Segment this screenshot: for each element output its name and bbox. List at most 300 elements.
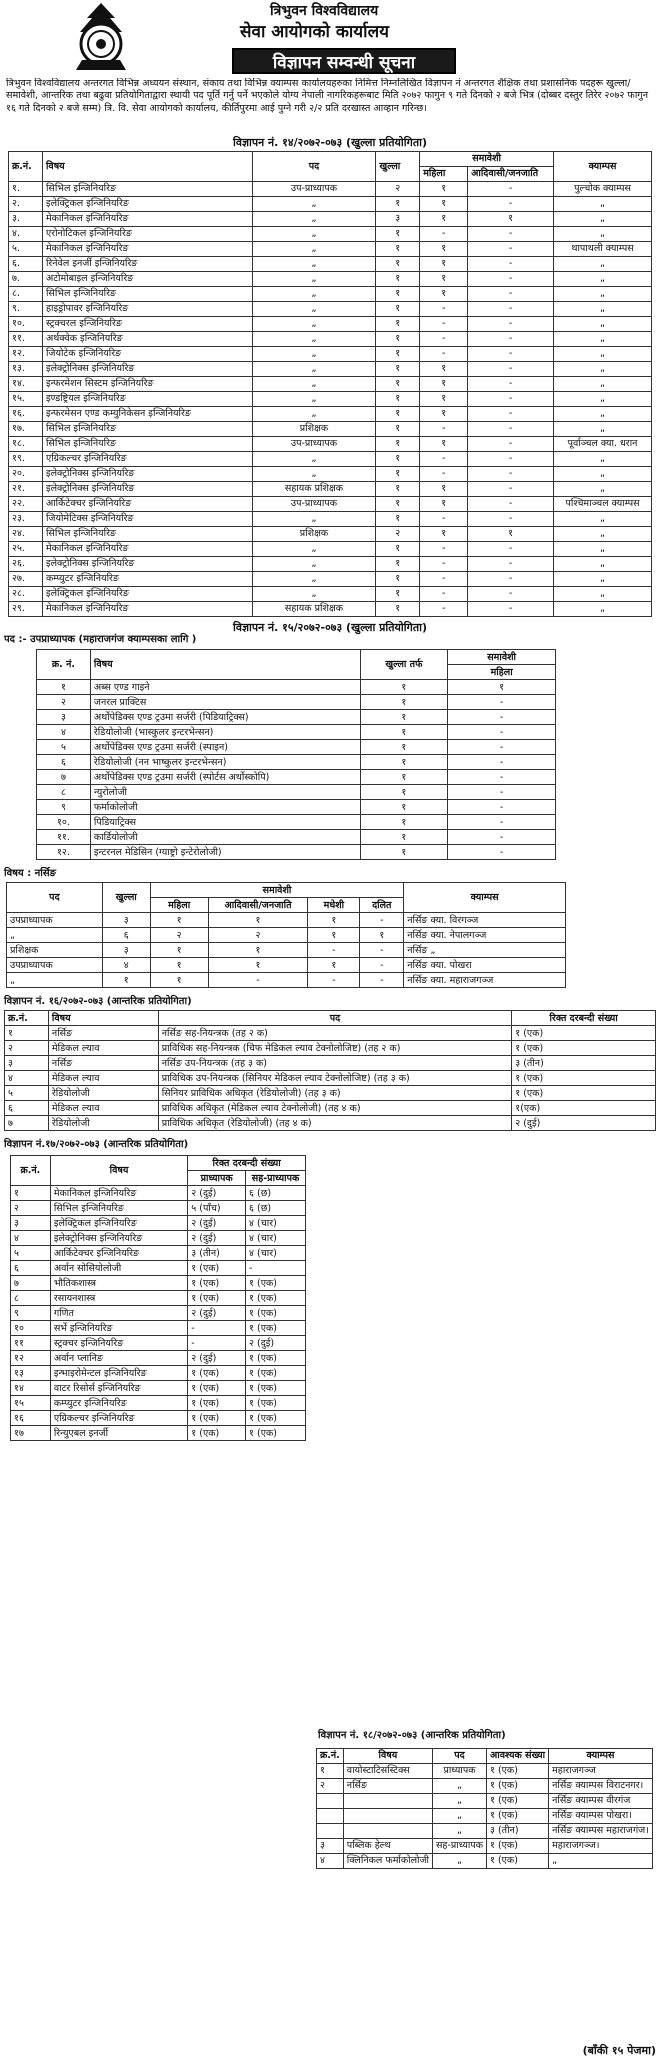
table-cell: -: [468, 182, 554, 197]
table-cell: „: [7, 973, 103, 988]
table-cell: -: [420, 332, 468, 347]
table-row: [9, 422, 652, 437]
table-cell: „: [554, 377, 652, 392]
col-post: पद: [433, 1749, 487, 1764]
ad16-title: विज्ञापन नं. १६/२०७२-०७३ (आन्तरिक प्रतियोगिता): [4, 996, 192, 1008]
table-cell: १७.: [9, 422, 43, 437]
table-cell: १ (एक): [188, 1276, 246, 1291]
table-row: [37, 800, 556, 815]
ad18-table: [316, 1748, 653, 1869]
table-cell: [343, 1824, 432, 1839]
table-cell: „: [252, 227, 376, 242]
table-cell: -: [448, 725, 556, 740]
table-row: [9, 182, 652, 197]
table-row: [37, 815, 556, 830]
table-cell: १ (एक): [246, 1381, 306, 1396]
table-row: [37, 770, 556, 785]
table-cell: कार्डियोलोजी: [90, 830, 360, 845]
table-row: [9, 242, 652, 257]
table-cell: प्रशिक्षक: [252, 527, 376, 542]
table-cell: पिडियाट्रिक्स: [90, 815, 360, 830]
table-cell: १: [376, 497, 420, 512]
table-cell: इन्फरमेसन एण्ड कम्युनिकेसन इन्जिनियरिङ: [42, 407, 252, 422]
table-cell: „: [554, 482, 652, 497]
table-cell: -: [468, 407, 554, 422]
continued-note: (बाँकी १५ पेजमा): [582, 2043, 656, 2057]
table-cell: नर्सिङ क्या. पोखरा: [404, 958, 566, 973]
table-cell: „: [554, 422, 652, 437]
ad15-table: [36, 649, 556, 860]
table-cell: सिभिल इन्जिनियरिङ: [42, 287, 252, 302]
table-row: [9, 227, 652, 242]
table-cell: ५: [37, 740, 91, 755]
table-row: [11, 1276, 306, 1291]
table-row: [317, 1854, 653, 1869]
table-cell: नर्सिङ: [48, 1026, 158, 1041]
table-cell: १: [376, 257, 420, 272]
table-cell: ३: [317, 1839, 344, 1854]
table-cell: १: [420, 257, 468, 272]
table-cell: -: [360, 943, 404, 958]
table-cell: हाइड्रोपावर इन्जिनियरिङ: [42, 302, 252, 317]
table-cell: १: [376, 587, 420, 602]
table-cell: १: [468, 212, 554, 227]
table-cell: „: [7, 928, 103, 943]
table-cell: सहायक प्रशिक्षक: [252, 602, 376, 617]
table-cell: ४ (चार): [246, 1231, 306, 1246]
table-cell: १२.: [9, 347, 43, 362]
table-cell: ८: [37, 785, 91, 800]
table-cell: १: [420, 242, 468, 257]
table-cell: पश्चिमाञ्चल क्याम्पस: [554, 497, 652, 512]
table-cell: „: [252, 452, 376, 467]
table-cell: २५.: [9, 542, 43, 557]
col-women: महिला: [150, 898, 208, 913]
table-cell: ३ (तीन): [512, 1056, 656, 1071]
table-cell: -: [420, 602, 468, 617]
table-cell: -: [420, 317, 468, 332]
table-cell: १: [208, 913, 308, 928]
table-row: [5, 1056, 656, 1071]
col-inclusive: समावेशी: [448, 650, 556, 665]
table-cell: -: [468, 467, 554, 482]
table-row: [9, 362, 652, 377]
table-cell: ६: [5, 1101, 49, 1116]
table-cell: „: [554, 542, 652, 557]
table-row: [11, 1261, 306, 1276]
table-cell: वायोस्टाटिसस्टिक्स: [343, 1764, 432, 1779]
col-subject: विषय: [343, 1749, 432, 1764]
table-cell: १: [376, 377, 420, 392]
table-row: [11, 1246, 306, 1261]
table-cell: „: [554, 512, 652, 527]
table-cell: १: [420, 482, 468, 497]
table-cell: -: [246, 1261, 306, 1276]
table-row: [9, 272, 652, 287]
table-cell: अर्थोपेडिक्स एण्ड ट्रउमा सर्जरी (स्पोर्टस अर्थोस्कोपि): [90, 770, 360, 785]
table-row: [5, 1026, 656, 1041]
table-cell: नर्सिङ क्याम्पस विराटनगर।: [549, 1779, 653, 1794]
table-cell: १ (एक): [188, 1426, 246, 1441]
table-cell: २: [376, 182, 420, 197]
table-cell: -: [360, 913, 404, 928]
table-cell: „: [554, 557, 652, 572]
table-cell: १ (एक): [512, 1086, 656, 1101]
col-sn: क्र.नं.: [11, 1156, 51, 1186]
table-cell: „: [554, 392, 652, 407]
table-row: [11, 1351, 306, 1366]
table-cell: ८.: [9, 287, 43, 302]
table-row: [11, 1201, 306, 1216]
table-cell: -: [420, 227, 468, 242]
table-cell: १ (एक): [487, 1764, 549, 1779]
table-cell: ३ (तीन): [188, 1246, 246, 1261]
table-cell: ६.: [9, 257, 43, 272]
table-row: [11, 1426, 306, 1441]
table-cell: ६: [102, 928, 150, 943]
table-cell: सिभिल इन्जिनियरिङ: [42, 527, 252, 542]
table-cell: नर्सिङ क्या. महाराजगञ्ज: [404, 973, 566, 988]
table-cell: -: [468, 452, 554, 467]
table-cell: प्रशिक्षक: [7, 943, 103, 958]
col-subject: विषय: [48, 1011, 158, 1026]
table-cell: „: [433, 1779, 487, 1794]
table-cell: १: [11, 1186, 51, 1201]
table-row: [317, 1779, 653, 1794]
table-cell: „: [554, 257, 652, 272]
table-cell: सिभिल इन्जिनियरिङ: [42, 437, 252, 452]
table-row: [5, 1116, 656, 1131]
col-post: पद: [7, 883, 103, 913]
table-cell: १०: [11, 1321, 51, 1336]
table-cell: नर्सिङ क्या. नेपालगञ्ज: [404, 928, 566, 943]
table-cell: १: [5, 1026, 49, 1041]
table-row: [9, 437, 652, 452]
table-cell: १: [376, 572, 420, 587]
table-cell: नर्सिङ उप-नियन्त्रक (तह ३ क): [158, 1056, 512, 1071]
table-row: [37, 725, 556, 740]
table-cell: जनरल प्राक्टिस: [90, 695, 360, 710]
table-cell: १ (एक): [188, 1366, 246, 1381]
table-cell: २: [11, 1201, 51, 1216]
table-cell: पूर्वाञ्चल क्या. धरान: [554, 437, 652, 452]
table-cell: [317, 1824, 344, 1839]
table-cell: १ (एक): [188, 1396, 246, 1411]
table-cell: एग्रिकल्चर इन्जिनियरिङ: [50, 1411, 187, 1426]
table-cell: १: [376, 467, 420, 482]
table-cell: इलेक्ट्रोनिक्स इन्जिनियरिङ: [42, 467, 252, 482]
table-cell: एग्रिकल्चर इन्जिनियरिङ: [42, 452, 252, 467]
table-cell: १: [360, 815, 448, 830]
table-cell: ७: [11, 1276, 51, 1291]
table-cell: „: [252, 332, 376, 347]
col-required: आवश्यक संख्या: [487, 1749, 549, 1764]
table-cell: -: [448, 770, 556, 785]
table-cell: नर्सिङ क्याम्पस पोखरा।: [549, 1809, 653, 1824]
table-cell: इन्भाइरोमेन्टल इन्जिनियरिङ: [50, 1366, 187, 1381]
table-cell: उप-प्राध्यापक: [252, 182, 376, 197]
table-cell: „: [252, 512, 376, 527]
table-cell: २२.: [9, 497, 43, 512]
table-cell: २९.: [9, 602, 43, 617]
col-professor: प्राध्यापक: [188, 1171, 246, 1186]
table-cell: १: [360, 785, 448, 800]
table-cell: -: [360, 973, 404, 988]
table-cell: ५: [5, 1086, 49, 1101]
table-cell: सहायक प्रशिक्षक: [252, 482, 376, 497]
table-cell: १: [420, 527, 468, 542]
table-cell: उप-प्राध्यापक: [252, 497, 376, 512]
table-row: [9, 497, 652, 512]
table-cell: मेकानिकल इन्जिनियरिङ: [42, 212, 252, 227]
table-cell: १ (एक): [246, 1366, 306, 1381]
ad18-title: विज्ञापन नं. १८/२०७२-०७३ (आन्तरिक प्रतियोगिता): [318, 1730, 506, 1741]
table-cell: सर्भे इन्जिनियरिङ: [50, 1321, 187, 1336]
col-women: महिला: [448, 665, 556, 680]
table-cell: १: [360, 695, 448, 710]
table-row: [7, 928, 566, 943]
col-sn: क्र.नं.: [317, 1749, 344, 1764]
table-cell: १: [376, 602, 420, 617]
table-cell: नर्सिङ: [48, 1056, 158, 1071]
col-janajati: आदिवासी/जनजाति: [208, 898, 308, 913]
table-cell: १: [376, 407, 420, 422]
table-cell: १: [208, 958, 308, 973]
table-cell: [343, 1809, 432, 1824]
table-cell: ४ (चार): [246, 1216, 306, 1231]
table-cell: „: [554, 287, 652, 302]
table-cell: -: [468, 377, 554, 392]
table-row: [37, 695, 556, 710]
table-cell: -: [468, 257, 554, 272]
table-cell: १९.: [9, 452, 43, 467]
table-cell: स्ट्रक्चरल इन्जिनियरिङ: [42, 317, 252, 332]
table-cell: १: [376, 287, 420, 302]
table-cell: ५.: [9, 242, 43, 257]
table-cell: २: [37, 695, 91, 710]
table-cell: २८.: [9, 587, 43, 602]
table-cell: „: [549, 1854, 653, 1869]
table-cell: २: [376, 527, 420, 542]
table-cell: १: [376, 452, 420, 467]
table-cell: १: [317, 1764, 344, 1779]
table-cell: प्राध्यापक: [433, 1764, 487, 1779]
table-cell: १: [376, 317, 420, 332]
table-cell: १ (एक): [487, 1809, 549, 1824]
col-inclusive: समावेशी: [150, 883, 404, 898]
table-cell: ३: [5, 1056, 49, 1071]
table-cell: ४: [317, 1854, 344, 1869]
table-row: [317, 1824, 653, 1839]
table-cell: १: [420, 377, 468, 392]
table-cell: ७.: [9, 272, 43, 287]
table-cell: उप-प्राध्यापक: [252, 437, 376, 452]
table-cell: „: [252, 362, 376, 377]
table-cell: „: [252, 212, 376, 227]
table-cell: ४: [37, 725, 91, 740]
table-cell: आर्किटेक्चर इन्जिनियरिङ: [42, 497, 252, 512]
table-row: [5, 1086, 656, 1101]
office-name: सेवा आयोगको कार्यालय: [240, 22, 389, 42]
col-subject: विषय: [50, 1156, 187, 1186]
table-cell: १: [420, 287, 468, 302]
nursing-label: विषय : नर्सिङ: [4, 868, 56, 880]
table-row: [11, 1306, 306, 1321]
table-cell: अर्थक्वेक इन्जिनियरिङ: [42, 332, 252, 347]
table-row: [11, 1396, 306, 1411]
table-cell: -: [468, 497, 554, 512]
table-cell: ६: [37, 755, 91, 770]
table-cell: १ (एक): [246, 1411, 306, 1426]
table-cell: उपप्राध्यापक: [7, 958, 103, 973]
table-cell: „: [252, 242, 376, 257]
table-cell: १: [376, 227, 420, 242]
col-vacancy: रिक्त दरबन्दी संख्या: [188, 1156, 306, 1171]
table-cell: „: [252, 257, 376, 272]
table-cell: „: [554, 467, 652, 482]
table-cell: -: [468, 302, 554, 317]
table-cell: रसायनशास्त्र: [50, 1291, 187, 1306]
col-madhesi: मधेशी: [308, 898, 360, 913]
table-cell: प्राविधिक सह-नियन्त्रक (चिफ मेडिकल ल्याव टेक्नोलोजिष्ट) (तह २ क): [158, 1041, 512, 1056]
table-cell: मेकानिकल इन्जिनियरिङ: [42, 242, 252, 257]
table-cell: २६.: [9, 557, 43, 572]
table-row: [9, 347, 652, 362]
table-cell: ४: [5, 1071, 49, 1086]
table-cell: ३: [11, 1216, 51, 1231]
table-cell: १: [376, 437, 420, 452]
table-cell: १: [376, 197, 420, 212]
col-open: खुल्ला: [102, 883, 150, 913]
table-row: [5, 1101, 656, 1116]
table-cell: १: [376, 512, 420, 527]
table-cell: ३.: [9, 212, 43, 227]
table-cell: „: [554, 347, 652, 362]
table-cell: ६ (छ): [246, 1186, 306, 1201]
table-cell: १४.: [9, 377, 43, 392]
table-cell: -: [420, 347, 468, 362]
table-cell: ८: [11, 1291, 51, 1306]
table-row: [9, 512, 652, 527]
table-cell: १ (एक): [188, 1261, 246, 1276]
table-cell: अर्थोपेडिक्स एण्ड ट्रउमा सर्जरी (स्पाइन): [90, 740, 360, 755]
table-cell: -: [308, 973, 360, 988]
table-cell: रेडियोलोजी: [48, 1116, 158, 1131]
table-cell: १ (एक): [487, 1794, 549, 1809]
table-row: [7, 943, 566, 958]
table-cell: १.: [9, 182, 43, 197]
table-cell: रिनेवेल इनर्जी इन्जिनियरिङ: [42, 257, 252, 272]
table-cell: १: [208, 943, 308, 958]
table-cell: -: [420, 467, 468, 482]
table-row: [11, 1216, 306, 1231]
table-row: [37, 830, 556, 845]
table-cell: ३: [102, 913, 150, 928]
university-name: त्रिभुवन विश्वविद्यालय: [270, 3, 379, 19]
table-cell: इण्डष्ट्रियल इन्जिनियरिङ: [42, 392, 252, 407]
col-sn: क्र. नं.: [37, 650, 91, 680]
table-cell: १: [308, 928, 360, 943]
table-cell: मेकानिकल इन्जिनियरिङ: [50, 1186, 187, 1201]
table-row: [9, 467, 652, 482]
table-cell: १: [360, 740, 448, 755]
col-campus: क्याम्पस: [404, 883, 566, 913]
table-cell: २: [5, 1041, 49, 1056]
table-cell: अटोमोबाइल इन्जिनियरिङ: [42, 272, 252, 287]
table-cell: २ (दुई): [246, 1336, 306, 1351]
table-cell: ९: [37, 800, 91, 815]
table-cell: १: [420, 497, 468, 512]
table-cell: -: [420, 542, 468, 557]
table-cell: इन्फरमेशन सिस्टम इन्जिनियरिङ: [42, 377, 252, 392]
table-cell: उपप्राध्यापक: [7, 913, 103, 928]
table-cell: प्रशिक्षक: [252, 422, 376, 437]
table-cell: १: [468, 527, 554, 542]
table-cell: -: [468, 482, 554, 497]
table-row: [9, 332, 652, 347]
table-cell: „: [252, 287, 376, 302]
table-cell: २७.: [9, 572, 43, 587]
table-cell: थापाथली क्याम्पस: [554, 242, 652, 257]
table-cell: २.: [9, 197, 43, 212]
table-cell: मेकानिकल इन्जिनियरिङ: [42, 602, 252, 617]
table-cell: प्राविधिक अधिकृत (रेडियोलोजी) (तह ४ क): [158, 1116, 512, 1131]
col-associate-professor: सह-प्राध्यापक: [246, 1171, 306, 1186]
col-women: महिला: [420, 167, 468, 182]
table-cell: -: [448, 740, 556, 755]
table-cell: „: [554, 407, 652, 422]
table-cell: -: [468, 317, 554, 332]
table-cell: „: [554, 212, 652, 227]
table-cell: २०.: [9, 467, 43, 482]
table-cell: „: [554, 572, 652, 587]
table-cell: १ (एक): [487, 1854, 549, 1869]
table-cell: ११.: [37, 830, 91, 845]
table-row: [7, 958, 566, 973]
table-cell: ३: [102, 943, 150, 958]
table-cell: इलेक्ट्रोनिक्स इन्जिनियरिङ: [42, 557, 252, 572]
col-janajati: आदिवासी/जनजाति: [468, 167, 554, 182]
ad17-title: विज्ञापन नं.१७/२०७२-०७३ (आन्तरिक प्रतियोगिता): [4, 1139, 189, 1151]
table-cell: १: [420, 362, 468, 377]
table-cell: सिनियर प्राविधिक अधिकृत (रेडियोलोजी) (तह ३ क): [158, 1086, 512, 1101]
table-cell: ११: [11, 1336, 51, 1351]
table-cell: „: [554, 527, 652, 542]
table-cell: -: [468, 392, 554, 407]
table-row: [9, 572, 652, 587]
col-open: खुल्ला तर्फ: [360, 650, 448, 680]
table-cell: १: [360, 755, 448, 770]
table-cell: नर्सिङ „: [404, 943, 566, 958]
table-cell: मेडिकल ल्याव: [48, 1101, 158, 1116]
col-dalit: दलित: [360, 898, 404, 913]
table-cell: ६: [11, 1261, 51, 1276]
table-row: [9, 542, 652, 557]
table-cell: ९: [11, 1306, 51, 1321]
table-cell: इलेक्ट्रिकल इन्जिनियरिङ: [42, 197, 252, 212]
table-row: [9, 197, 652, 212]
table-cell: इन्टरनल मेडिसिन (ग्याष्ट्रो इन्टेरोलोजी): [90, 845, 360, 860]
table-cell: १२: [11, 1351, 51, 1366]
table-cell: -: [468, 272, 554, 287]
table-cell: ४.: [9, 227, 43, 242]
table-cell: -: [468, 422, 554, 437]
table-cell: १ (एक): [246, 1321, 306, 1336]
table-row: [11, 1336, 306, 1351]
table-cell: -: [188, 1336, 246, 1351]
table-row: [9, 527, 652, 542]
table-cell: १ (एक): [246, 1306, 306, 1321]
